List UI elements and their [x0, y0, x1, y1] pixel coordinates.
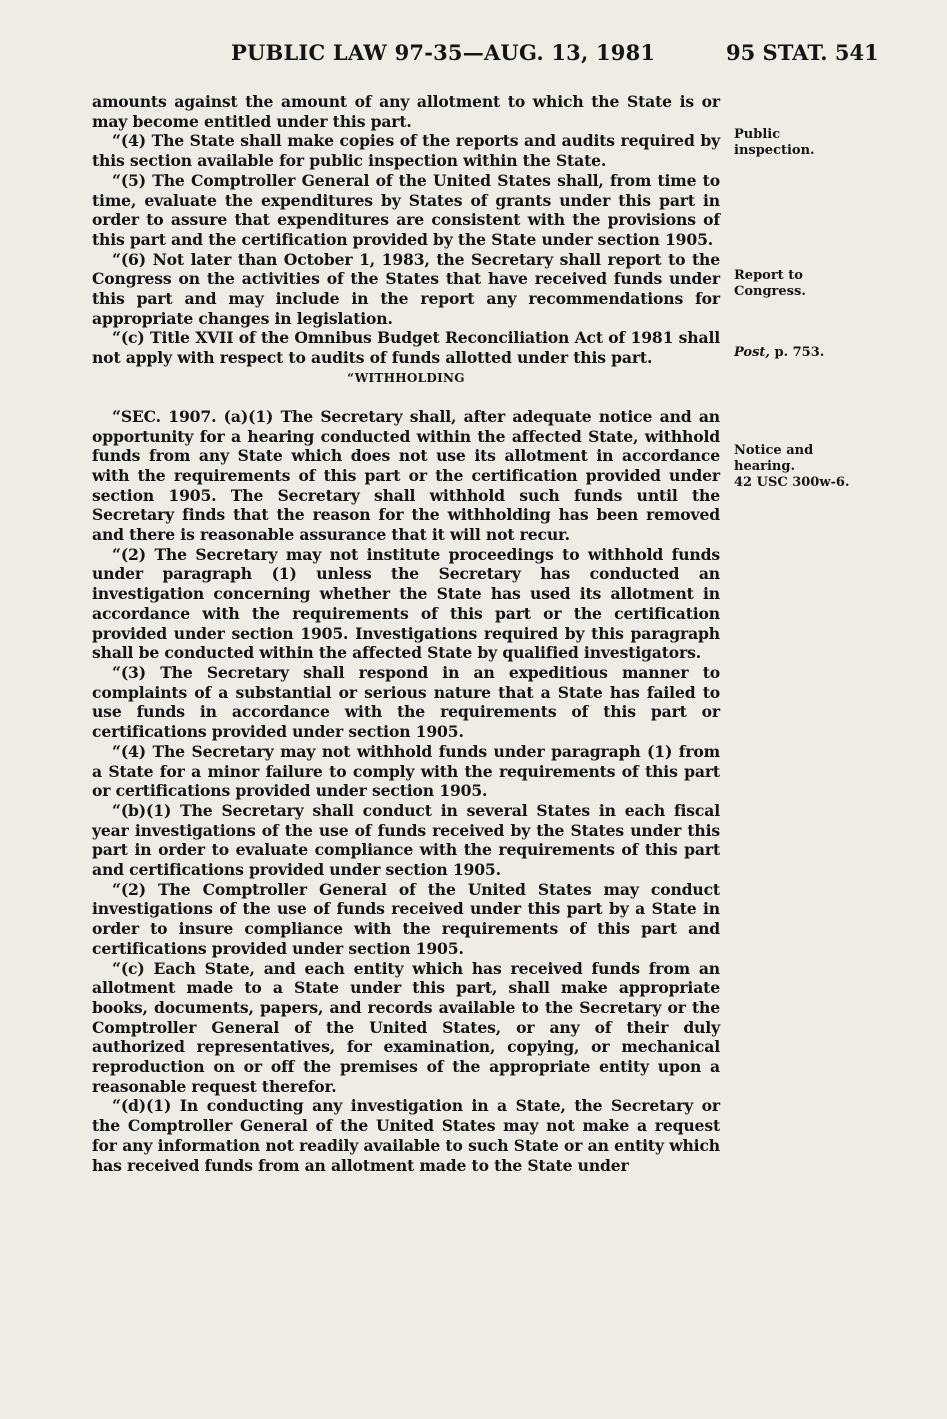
margin-note-line: Public	[734, 127, 781, 142]
paragraph-b1: “(b)(1) The Secretary shall conduct in several States in each fiscal year investigations of the use of funds received by the States under this part in order to evaluate compliance with the requirements of this part and certifications provided under section 1905.	[92, 800, 720, 880]
page-header-stat: 95 STAT. 541	[726, 40, 879, 65]
paragraph-c: “(c) Each State, and each entity which has received funds from an allotment made to a State under this part, shall make appropriate books, documents, papers, and records available to the Secretary or the Comptroller General of the United States, or any of their duly authorized representatives, for examination, copying, or mechanical reproduction on or off the premises of the appropriate entity upon a reasonable request therefor.	[92, 958, 720, 1096]
margin-note-report-to-congress	[734, 268, 864, 300]
margin-note-notice-hearing	[734, 443, 864, 491]
paragraph-c-title-xvii: “(c) Title XVII of the Omnibus Budget Reconciliation Act of 1981 shall not apply with respect to audits of funds allotted under this part.	[92, 328, 720, 368]
margin-note-line: Notice and	[734, 443, 814, 458]
margin-note-line: Report to	[734, 268, 803, 283]
margin-note-post-reference	[734, 345, 864, 361]
paragraph-6: “(6) Not later than October 1, 1983, the Secretary shall report to the Congress on the activities of the States that have received funds under this part and may include in the report any recommendations for appropriate changes in legislation.	[92, 249, 720, 328]
paragraph-a4: “(4) The Secretary may not withhold funds under paragraph (1) from a State for a minor failure to comply with the requirements of this part or certifications provided under section 1905.	[92, 741, 720, 801]
paragraph-d1: “(d)(1) In conducting any investigation in a State, the Secretary or the Comptroller General of the United States may not make a request for any information not readily available to such State or an entity which has received funds from an allotment made to the State under	[92, 1096, 720, 1175]
margin-note-line: hearing.	[734, 459, 796, 474]
section-heading-withholding: “WITHHOLDING	[347, 370, 465, 385]
margin-note-line: Congress.	[734, 284, 806, 299]
paragraph-5: “(5) The Comptroller General of the United States shall, from time to time, evaluate the expenditures by States of grants under this part in order to assure that expenditures are consistent with the provisions of this part and the certification provided by the State under section 1905.	[92, 170, 720, 249]
paragraph-a2: “(2) The Secretary may not institute proceedings to withhold funds under paragraph (1) unless the Secretary has conducted an investigation concerning whether the State has used its allotment in accordance with the requirements of this part or the certification provided under section 1905. Investigations required by this paragraph shall be conducted within the affected State by qualified investigators.	[92, 544, 720, 663]
margin-note-usc-citation: 42 USC 300w-6.	[734, 475, 850, 490]
paragraph-4: “(4) The State shall make copies of the reports and audits required by this section available for public inspection within the State.	[92, 131, 720, 171]
margin-note-post-page: p. 753.	[769, 345, 825, 360]
paragraph-sec-1907-a1: “SEC. 1907. (a)(1) The Secretary shall, after adequate notice and an opportunity for a hearing conducted within the affected State, withhold funds from any State which does not use its allotment in accordance with the requirements of this part or the certification provided under section 1905. The Secretary shall withhold such funds until the Secretary finds that the reason for the withholding has been removed and there is reasonable assurance that it will not recur.	[92, 406, 720, 545]
margin-note-post-italic: Post,	[734, 345, 770, 360]
paragraph-a3: “(3) The Secretary shall respond in an expeditious manner to complaints of a substantial or serious nature that a State has failed to use funds in accordance with the requirements of this part or certifications provided under section 1905.	[92, 662, 720, 742]
margin-note-public-inspection	[734, 127, 864, 159]
paragraph-continuation: amounts against the amount of any allotment to which the State is or may become entitled under this part.	[92, 92, 720, 131]
body-text	[92, 92, 720, 1175]
margin-note-line: inspection.	[734, 143, 815, 158]
paragraph-b2: “(2) The Comptroller General of the United States may conduct investigations of the use of funds received under this part by a State in order to insure compliance with the requirements of this part and certifications provided under section 1905.	[92, 879, 720, 958]
page-header-title: PUBLIC LAW 97-35—AUG. 13, 1981	[231, 40, 656, 65]
